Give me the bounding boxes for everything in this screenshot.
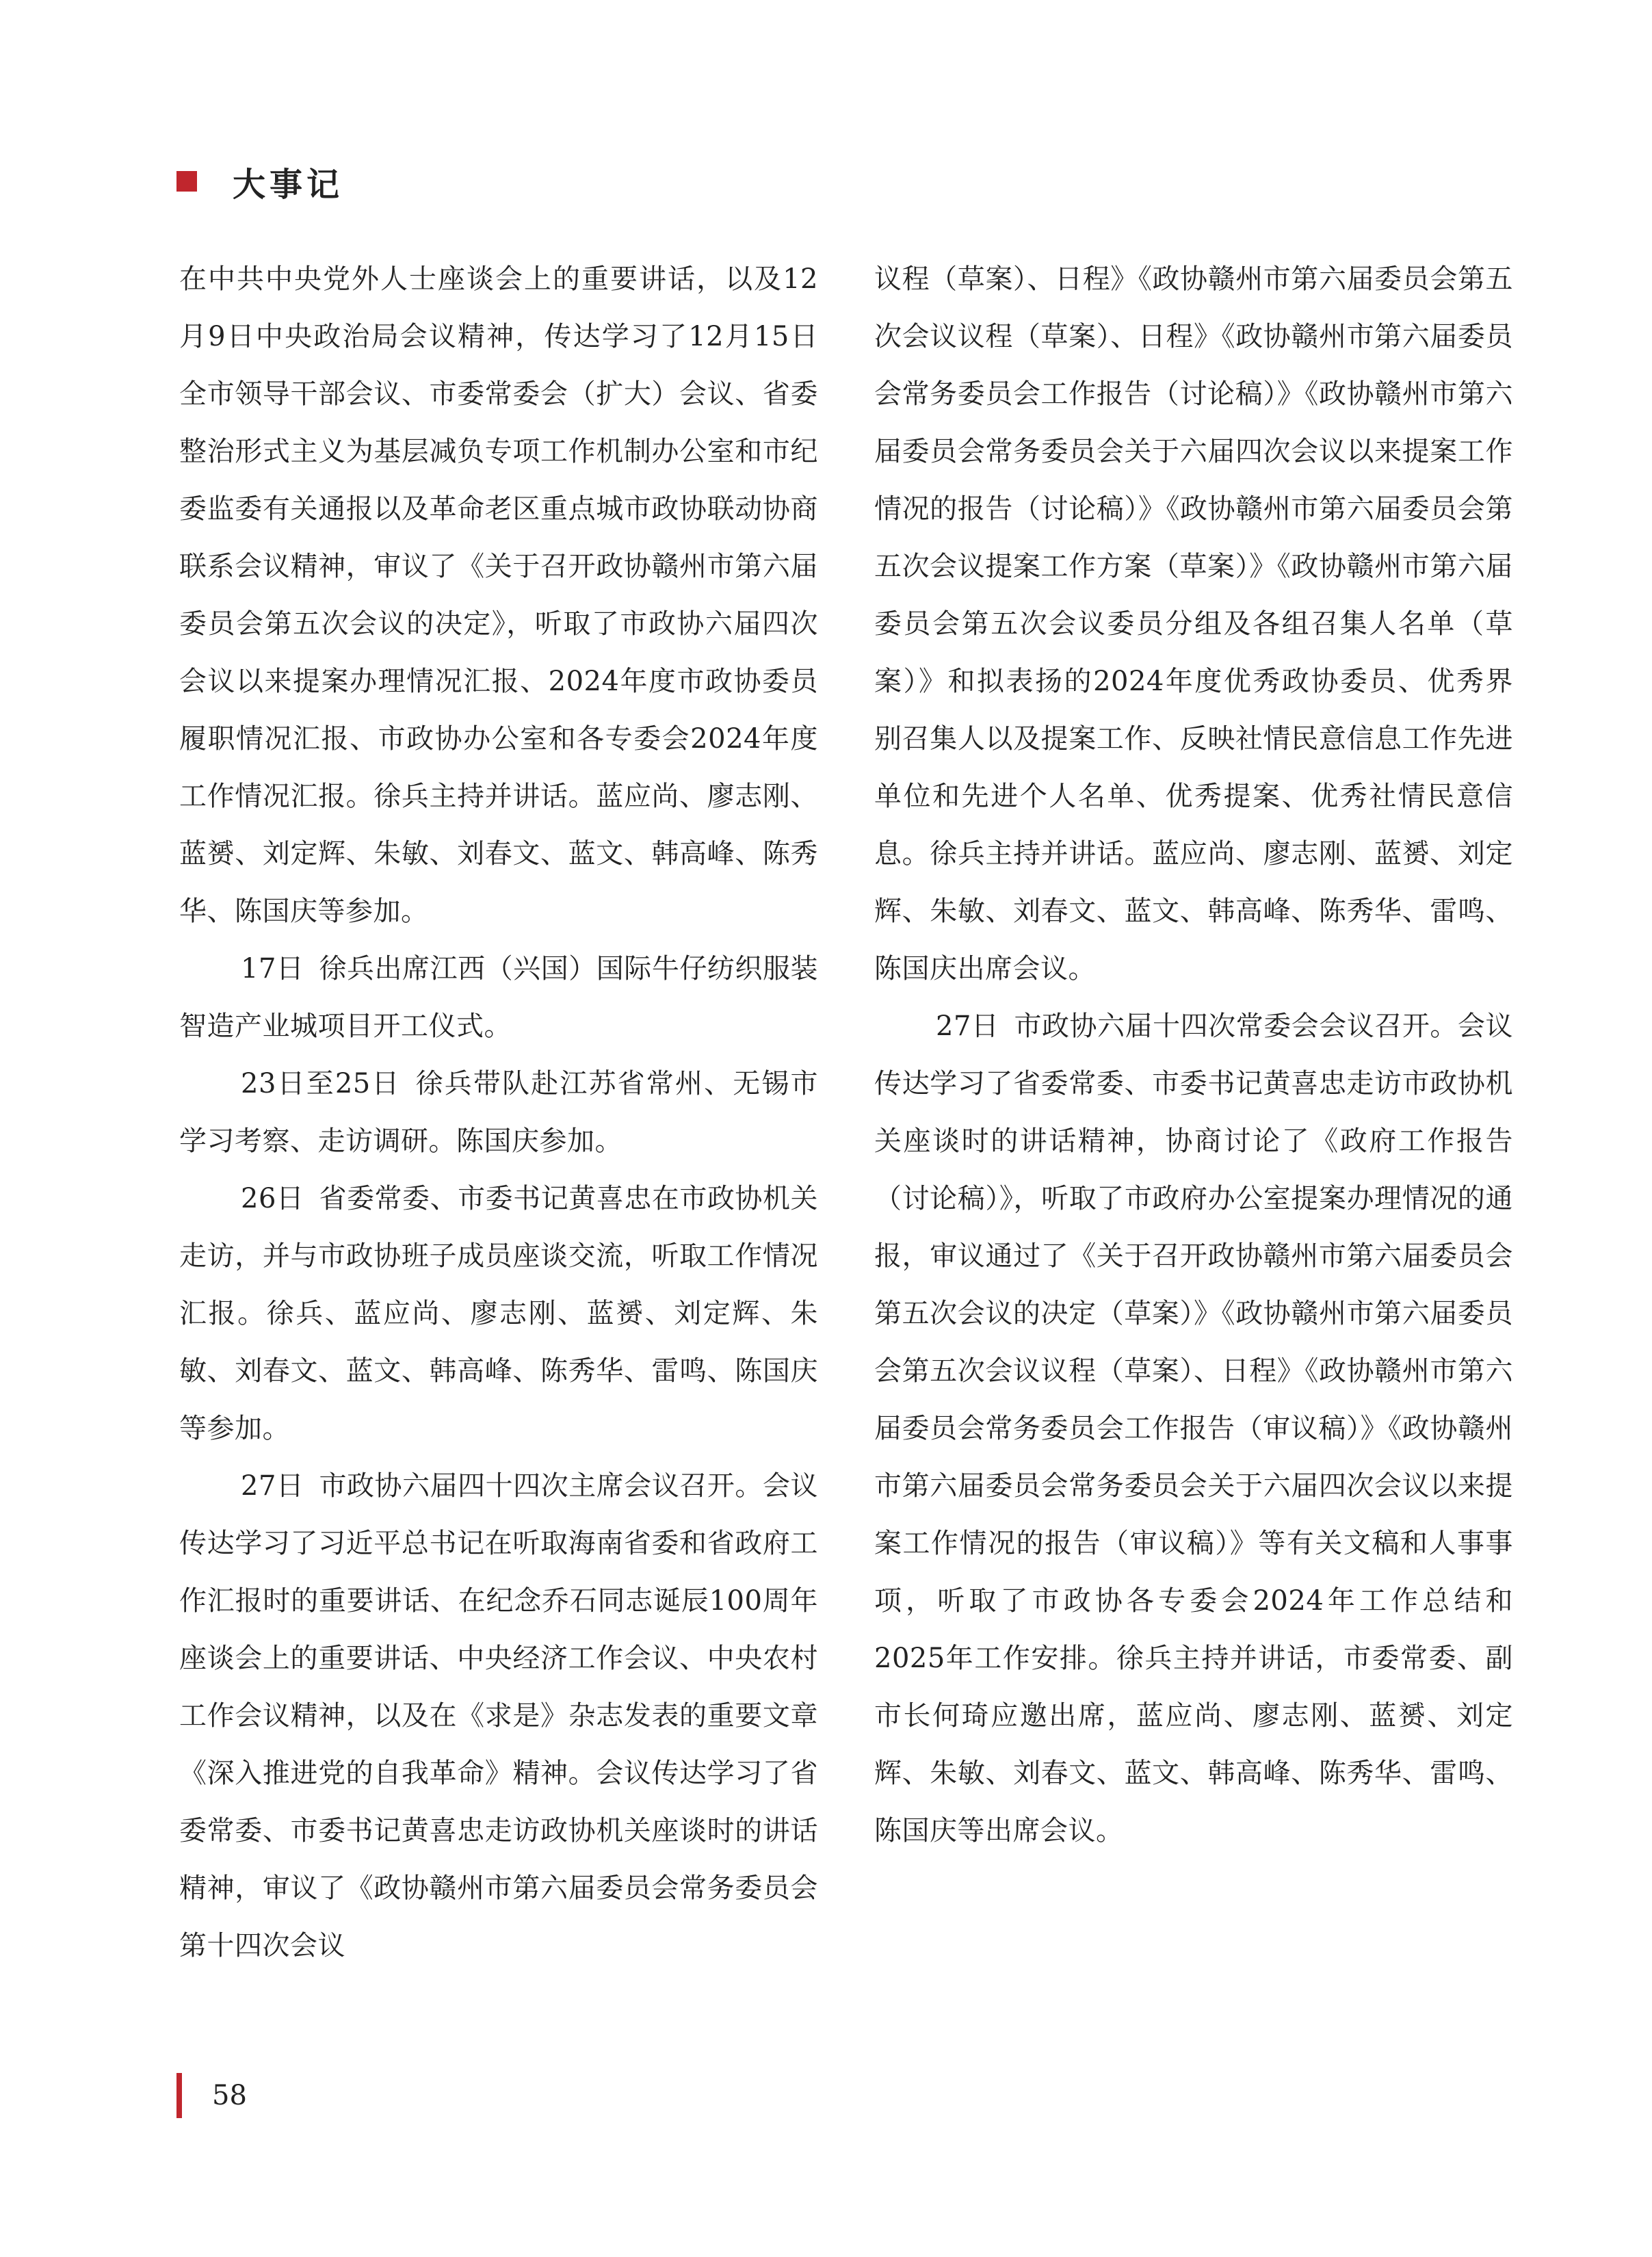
entry-date: 27日 bbox=[241, 1470, 304, 1502]
chronicle-entry bbox=[179, 1055, 818, 1170]
right-column bbox=[874, 250, 1513, 1860]
entry-date: 23日至25日 bbox=[241, 1068, 401, 1099]
entry-text: 市政协六届四十四次主席会议召开。会议传达学习了习近平总书记在听取海南省委和省政府工作汇报时的重要讲话、在纪念乔石同志诞辰100周年座谈会上的重要讲话、中央经济工作会议、中央农村工作会议精神，以及在《求是》杂志发表的重要文章《深入推进党的自我革命》精神。会议传达学习了省委常委、市委书记黄喜忠走访政协机关座谈时的讲话精神，审议了《政协赣州市第六届委员会常务委员会第十四次会议 bbox=[179, 1470, 818, 1961]
section-header bbox=[176, 157, 343, 205]
continuation-paragraph: 议程（草案）、日程》《政协赣州市第六届委员会第五次会议议程（草案）、日程》《政协赣州市第六届委员会常务委员会工作报告（讨论稿）》《政协赣州市第六届委员会常务委员会关于六届四次会议以来提案工作情况的报告（讨论稿）》《政协赣州市第六届委员会第五次会议提案工作方案（草案）》《政协赣州市第六届委员会第五次会议委员分组及各组召集人名单（草案）》和拟表扬的2024年度优秀政协委员、优秀界别召集人以及提案工作、反映社情民意信息工作先进单位和先进个人名单、优秀提案、优秀社情民意信息。徐兵主持并讲话。蓝应尚、廖志刚、蓝赟、刘定辉、朱敏、刘春文、蓝文、韩高峰、陈秀华、雷鸣、陈国庆出席会议。 bbox=[874, 263, 1513, 984]
section-title: 大事记 bbox=[233, 165, 344, 204]
entry-date: 27日 bbox=[936, 1010, 999, 1042]
entry-date: 26日 bbox=[241, 1183, 304, 1214]
entry-text: 市政协六届十四次常委会会议召开。会议传达学习了省委常委、市委书记黄喜忠走访市政协机关座谈时的讲话精神，协商讨论了《政府工作报告（讨论稿）》，听取了市政府办公室提案办理情况的通报，审议通过了《关于召开政协赣州市第六届委员会第五次会议的决定（草案）》《政协赣州市第六届委员会第五次会议议程（草案）、日程》《政协赣州市第六届委员会常务委员会工作报告（审议稿）》《政协赣州市第六届委员会常务委员会关于六届四次会议以来提案工作情况的报告（审议稿）》等有关文稿和人事事项，听取了市政协各专委会2024年工作总结和2025年工作安排。徐兵主持并讲话，市委常委、副市长何琦应邀出席，蓝应尚、廖志刚、蓝赟、刘定辉、朱敏、刘春文、蓝文、韩高峰、陈秀华、雷鸣、陈国庆等出席会议。 bbox=[874, 1010, 1513, 1847]
section-marker-icon bbox=[176, 171, 197, 192]
page-number: 58 bbox=[212, 2080, 247, 2111]
chronicle-entry bbox=[179, 1457, 818, 1974]
chronicle-entry bbox=[179, 1170, 818, 1457]
entry-text: 徐兵出席江西（兴国）国际牛仔纺织服装智造产业城项目开工仪式。 bbox=[179, 953, 818, 1042]
entry-text: 省委常委、市委书记黄喜忠在市政协机关走访，并与市政协班子成员座谈交流，听取工作情况汇报。徐兵、蓝应尚、廖志刚、蓝赟、刘定辉、朱敏、刘春文、蓝文、韩高峰、陈秀华、雷鸣、陈国庆等参加。 bbox=[179, 1183, 818, 1444]
entry-text: 徐兵带队赴江苏省常州、无锡市学习考察、走访调研。陈国庆参加。 bbox=[179, 1068, 819, 1157]
page-footer bbox=[176, 2073, 247, 2118]
chronicle-entry bbox=[179, 940, 818, 1055]
left-column bbox=[179, 250, 818, 1974]
continuation-paragraph: 在中共中央党外人士座谈会上的重要讲话，以及12月9日中央政治局会议精神，传达学习了12月15日全市领导干部会议、市委常委会（扩大）会议、省委整治形式主义为基层减负专项工作机制办公室和市纪委监委有关通报以及革命老区重点城市政协联动协商联系会议精神，审议了《关于召开政协赣州市第六届委员会第五次会议的决定》，听取了市政协六届四次会议以来提案办理情况汇报、2024年度市政协委员履职情况汇报、市政协办公室和各专委会2024年度工作情况汇报。徐兵主持并讲话。蓝应尚、廖志刚、蓝赟、刘定辉、朱敏、刘春文、蓝文、韩高峰、陈秀华、陈国庆等参加。 bbox=[179, 263, 818, 927]
chronicle-entry bbox=[874, 997, 1513, 1860]
entry-date: 17日 bbox=[241, 953, 304, 984]
footer-marker-icon bbox=[176, 2073, 182, 2118]
